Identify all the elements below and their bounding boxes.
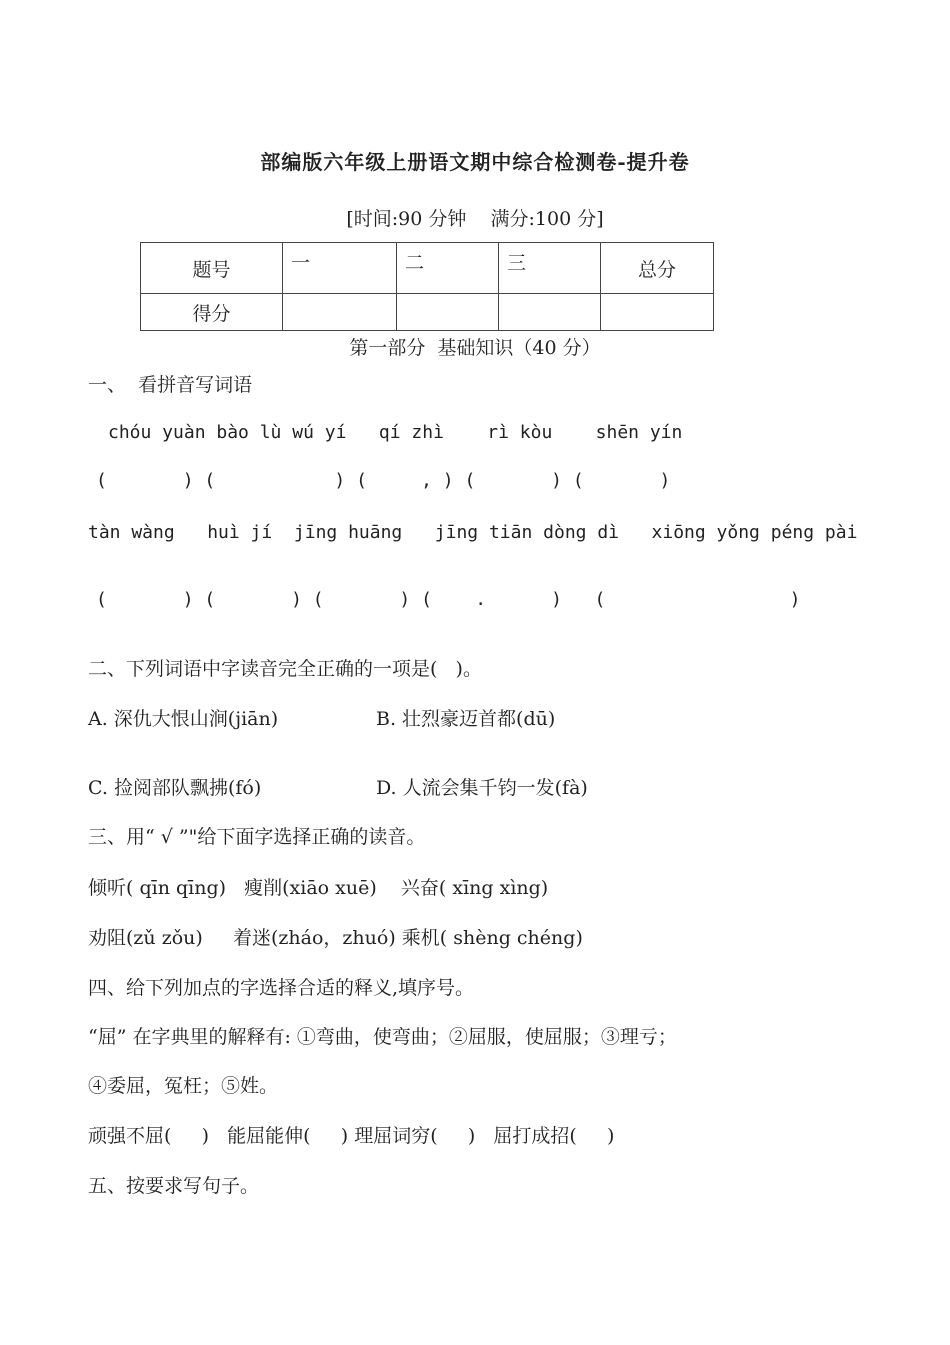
score-table-header-label: 题号 bbox=[141, 243, 283, 294]
q4-definition-line-1: “屈” 在字典里的解释有: ①弯曲，使弯曲；②屈服，使屈服；③理亏； bbox=[88, 1026, 677, 1048]
score-cell-1[interactable] bbox=[283, 294, 397, 331]
part-heading: 第一部分 基础知识（40 分） bbox=[349, 337, 601, 359]
q4-title: 四、给下列加点的字选择合适的释义,填序号。 bbox=[88, 977, 475, 999]
q2-title: 二、下列词语中字读音完全正确的一项是( )。 bbox=[88, 658, 482, 680]
score-table-header-total: 总分 bbox=[601, 243, 714, 294]
q1-pinyin-row-1: chóu yuàn bào lù wú yí qí zhì rì kòu shēn yín bbox=[108, 422, 683, 443]
q2-option-d[interactable]: D. 人流会集千钧一发(fà) bbox=[376, 777, 588, 799]
score-table-row-label: 得分 bbox=[141, 294, 283, 331]
q3-title: 三、用“ √ ”"给下面字选择正确的读音。 bbox=[88, 826, 426, 848]
exam-time-score: [时间:90 分钟 满分:100 分] bbox=[346, 208, 604, 230]
score-cell-total[interactable] bbox=[601, 294, 714, 331]
score-table-header-1: 一 bbox=[283, 243, 397, 294]
score-table-header-3: 三 bbox=[499, 243, 601, 294]
q5-title: 五、按要求写句子。 bbox=[88, 1175, 260, 1197]
q2-option-b[interactable]: B. 壮烈豪迈首都(dū) bbox=[376, 708, 556, 730]
q1-answer-row-2[interactable]: ( ) ( ) ( ) ( . ) ( ) bbox=[96, 589, 801, 610]
q3-row-1[interactable]: 倾听( qīn qīng) 瘦削(xiāo xuē) 兴奋( xīng xìng) bbox=[88, 877, 549, 899]
exam-title: 部编版六年级上册语文期中综合检测卷-提升卷 bbox=[260, 150, 690, 174]
q1-pinyin-row-2: tàn wàng huì jí jīng huāng jīng tiān dòng dì xiōng yǒng péng pài bbox=[88, 522, 858, 543]
score-cell-2[interactable] bbox=[397, 294, 499, 331]
q4-items[interactable]: 顽强不屈( ) 能屈能伸( ) 理屈词穷( ) 屈打成招( ) bbox=[88, 1125, 615, 1147]
q1-answer-row-1[interactable]: ( ) ( ) ( , ) ( ) ( ) bbox=[96, 470, 671, 491]
q1-title: 一、 看拼音写词语 bbox=[88, 374, 253, 396]
q4-definition-line-2: ④委屈，冤枉；⑤姓。 bbox=[88, 1075, 279, 1097]
score-table bbox=[140, 242, 714, 331]
score-table-header-2: 二 bbox=[397, 243, 499, 294]
q2-option-c[interactable]: C. 捡阅部队飘拂(fó) bbox=[88, 777, 262, 799]
q3-row-2[interactable]: 劝阻(zǔ zǒu) 着迷(zháo，zhuó) 乘机( shèng chéng) bbox=[88, 927, 583, 949]
q2-option-a[interactable]: A. 深仇大恨山涧(jiān) bbox=[88, 708, 279, 730]
score-cell-3[interactable] bbox=[499, 294, 601, 331]
